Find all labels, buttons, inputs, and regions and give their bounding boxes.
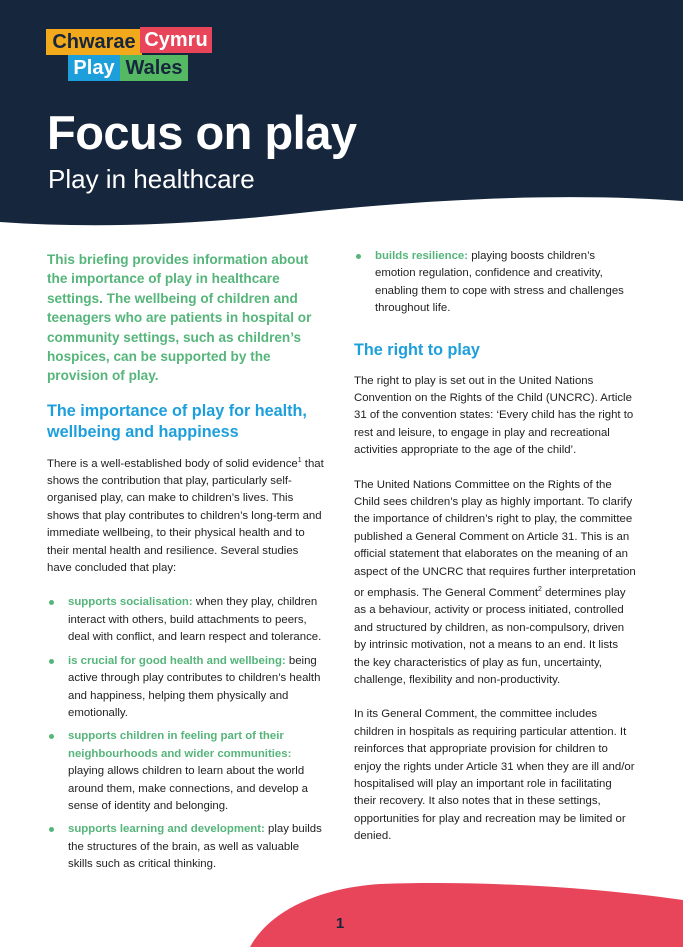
play-benefits-list-continued xyxy=(354,248,636,318)
play-benefits-list xyxy=(47,594,325,873)
list-item: supports socialisation: when they play, children interact with others, build attachments to peers, deal with conflict, and learn respect and tolerance. xyxy=(47,594,325,646)
bullet-dot-icon xyxy=(49,600,54,605)
bullet-dot-icon xyxy=(49,827,54,832)
list-item: supports children in feeling part of their neighbourhoods and wider communities: playing allows children to learn about the world around them, make connections, and develop a sense of identity and belonging. xyxy=(47,728,325,815)
footer-pink-wave xyxy=(250,883,683,947)
logo-tile-play: Play xyxy=(68,55,120,81)
footnote-ref-2: 2 xyxy=(538,586,542,594)
footnote-ref-1: 1 xyxy=(297,456,302,464)
list-item: supports learning and development: play builds the structures of the brain, as well as valuable skills such as critical thinking. xyxy=(47,821,325,873)
logo-tile-chwarae: Chwarae xyxy=(46,29,142,55)
logo-tile-cymru: Cymru xyxy=(140,27,212,53)
importance-heading: The importance of play for health, wellbeing and happiness xyxy=(47,401,307,441)
left-column xyxy=(47,250,325,880)
bullet-dot-icon xyxy=(49,659,54,664)
right-to-play-heading: The right to play xyxy=(354,340,480,359)
right-column xyxy=(354,248,636,846)
logo-tile-wales: Wales xyxy=(120,55,188,81)
importance-paragraph: There is a well-established body of solid evidence$^1$ that shows the contribution that play, particularly self-organised play, can make to children’s lives. This shows that play contributes to children’s long-term and immediate wellbeing, to their physical health and to their mental health and resilience. Several studies have concluded that play: xyxy=(47,456,324,575)
intro-paragraph: This briefing provides information about the importance of play in healthcare settings. The wellbeing of children and teenagers who are patients in hospital or community settings, such as children’s hospices, can be supported by the provision of play. xyxy=(47,252,312,384)
bullet-dot-icon xyxy=(49,734,54,739)
right-to-play-paragraph-1: The right to play is set out in the United Nations Convention on the Rights of the Child (UNCRC). Article 31 of the convention states: ‘Every child has the right to rest and leisure, to engage in play and recreational activities appropriate to the age of the child’. xyxy=(354,374,634,457)
right-to-play-paragraph-3: In its General Comment, the committee includes children in hospitals as requiring particular attention. It reinforces that appropriate provision for children to enjoy the rights under Article 31 when they are ill and/or hospitalised will play an important role in facilitating their recovery. It also notes that in these settings, opportunities for play and recreation may be limited or denied. xyxy=(354,708,635,843)
list-item: is crucial for good health and wellbeing: being active through play contributes to children’s health and happiness, helping them physically and emotionally. xyxy=(47,653,325,723)
page-number: 1 xyxy=(335,915,345,932)
bullet-dot-icon xyxy=(356,254,361,259)
right-to-play-paragraph-2: The United Nations Committee on the Rights of the Child sees children’s play as highly important. To clarify the importance of children’s right to play, the committee published a General Comment on Article 31. This is an official statement that elaborates on the meaning of an aspect of the UNCRC that requires further interpretation or emphasis. The General Comment$^2$ determines play as a behaviour, activity or process initiated, controlled and structured by children, as non-compulsory, driven by intrinsic motivation, not a means to an end. It lists the key characteristics of play as fun, uncertainty, challenge, flexibility and non-productivity. xyxy=(354,478,636,686)
page-subtitle: Play in healthcare xyxy=(48,164,255,194)
footer-wave xyxy=(0,880,683,947)
play-wales-logo xyxy=(46,27,214,83)
list-item: builds resilience: playing boosts children’s emotion regulation, confidence and creativity, enabling them to cope with stress and challenges throughout life. xyxy=(354,248,636,318)
page-title: Focus on play xyxy=(47,106,357,159)
